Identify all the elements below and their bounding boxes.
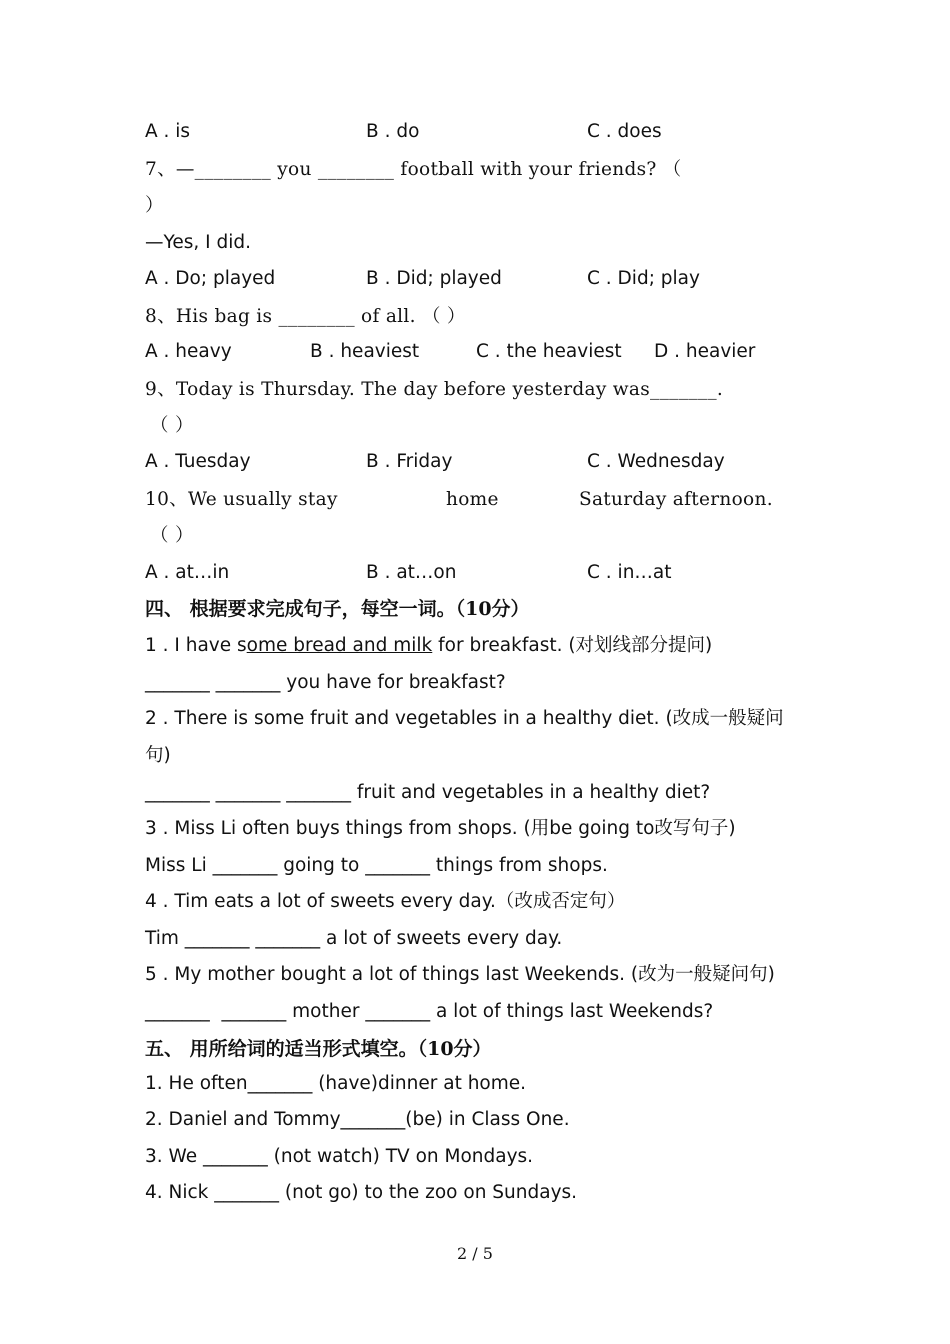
q9-question: 9、Today is Thursday. The day before yesterday was_______.: [145, 379, 724, 400]
s4-item1-question: [145, 634, 712, 658]
q10-question-part2: home: [446, 489, 499, 510]
q10-question-part3: Saturday afternoon.: [579, 489, 773, 510]
q7-question-cont: ）: [145, 195, 164, 216]
q10-option-a: A . at…in: [145, 562, 230, 583]
q7-question: 7、—________ you ________ football with your friends? （: [145, 159, 682, 180]
s4-item2-question-cont: 句): [145, 745, 171, 766]
q8-option-d: D . heavier: [654, 341, 756, 362]
q8-option-a: A . heavy: [145, 341, 232, 362]
q6-option-a: A . is: [145, 121, 191, 142]
q9-option-c: C . Wednesday: [587, 451, 725, 472]
q7-option-c: C . Did; play: [587, 268, 700, 289]
q6-option-b: B . do: [366, 121, 420, 142]
q8-option-b: B . heaviest: [310, 341, 420, 362]
q9-question-cont: （ ）: [150, 415, 194, 436]
s4-item3-answer: Miss Li _______ going to _______ things from shops.: [145, 855, 608, 876]
section4-heading: 四、 根据要求完成句子，每空一词。（10分）: [145, 598, 530, 620]
q8-question: 8、His bag is ________ of all. （ ）: [145, 306, 466, 327]
q10-option-b: B . at…on: [366, 562, 457, 583]
q6-option-c: C . does: [587, 121, 662, 142]
s4-item2-answer: _______ _______ _______ fruit and vegetables in a healthy diet?: [145, 782, 711, 803]
q9-option-b: B . Friday: [366, 451, 453, 472]
q7-option-a: A . Do; played: [145, 268, 276, 289]
s5-item3: 3. We _______ (not watch) TV on Mondays.: [145, 1146, 534, 1167]
s4-item1-answer: _______ _______ you have for breakfast?: [145, 672, 506, 693]
q10-question-part1: 10、We usually stay: [145, 489, 338, 510]
s4-item1-underlined: ome bread and milk: [246, 635, 433, 656]
s5-item1: 1. He often_______ (have)dinner at home.: [145, 1073, 527, 1094]
s4-item5-question: 5 . My mother bought a lot of things last Weekends. (改为一般疑问句): [145, 964, 775, 985]
section5-heading: 五、 用所给词的适当形式填空。（10分）: [145, 1038, 492, 1060]
s4-item4-question: 4 . Tim eats a lot of sweets every day.（改成否定句）: [145, 891, 626, 912]
s4-item1-post: for breakfast. (对划线部分提问): [432, 635, 713, 656]
s4-item4-answer: Tim _______ _______ a lot of sweets every day.: [145, 928, 563, 949]
s4-item3-question: 3 . Miss Li often buys things from shops. (用be going to改写句子): [145, 818, 736, 839]
s5-item4: 4. Nick _______ (not go) to the zoo on Sundays.: [145, 1182, 578, 1203]
page-number: 2 / 5: [457, 1244, 493, 1263]
q7-answer: —Yes, I did.: [145, 232, 251, 253]
q8-option-c: C . the heaviest: [476, 341, 622, 362]
s5-item2: 2. Daniel and Tommy_______(be) in Class One.: [145, 1109, 570, 1130]
q9-option-a: A . Tuesday: [145, 451, 251, 472]
s4-item1-pre: 1 . I have s: [145, 635, 247, 656]
q10-question-cont: （ ）: [150, 525, 194, 546]
s4-item5-answer: _______ _______ mother _______ a lot of things last Weekends?: [145, 1001, 714, 1022]
q7-option-b: B . Did; played: [366, 268, 502, 289]
q10-option-c: C . in…at: [587, 562, 672, 583]
s4-item2-question: 2 . There is some fruit and vegetables in a healthy diet. (改成一般疑问: [145, 708, 784, 729]
